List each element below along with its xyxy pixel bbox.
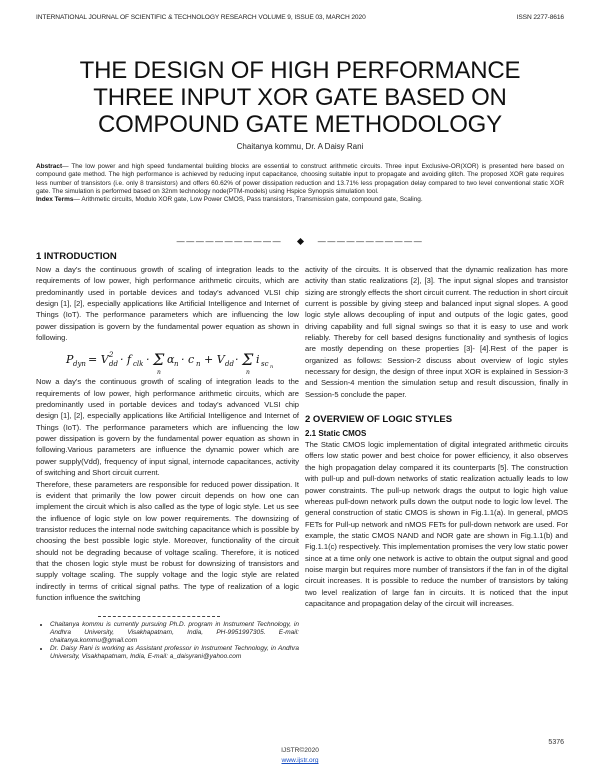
right-column bbox=[305, 264, 568, 609]
equation-graphic bbox=[36, 343, 299, 376]
index-terms-text: Arithmetic circuits, Modulo XOR gate, Low Power CMOS, Pass transistors, Transmission gate, compound gate, Scaling. bbox=[81, 196, 423, 204]
svg-text:α: α bbox=[167, 353, 175, 367]
abstract-dash: — bbox=[62, 163, 72, 170]
abstract-block bbox=[36, 163, 564, 205]
svg-text:= V: = V bbox=[88, 353, 109, 367]
svg-text:P: P bbox=[66, 353, 74, 367]
index-terms: Index Terms— Arithmetic circuits, Modulo XOR gate, Low Power CMOS, Pass transistors, Transmission gate, compound gate, Scaling. bbox=[36, 196, 423, 204]
svg-text:·: · bbox=[235, 353, 239, 367]
svg-text:Σ: Σ bbox=[153, 350, 165, 370]
svg-text:· f: · f bbox=[120, 353, 132, 367]
static-cmos-paragraph: The Static CMOS logic implementation of digital integrated arithmetic circuits offers low static power and best choice for power efficiency, it also observes the high propagation delay compared it its counterparts [5]. The construction with pull-up and pull-down networks of static realization actually leads to low power constraints. The pull-up network drags the output to logic high value whereas pull-down network pulls down the output node to logic low level. The general construction of static CMOS is shown in Fig.1.1(a). In general, pMOS FETs for Pull-up network and nMOS FETs for pull-down network are used. For example, the static CMOS NAND and NOR gate are shown in Fig.1.1(b) and Fig.1.1(c) respectively. This implementation promises the very low static power since at a time only one network is active to obtain the output signal and good noise margin but requires more number of transistors if the fan in of the digital circuit increases. It is possible to reduce the number of transistors by taking two level realization of large fan in circuits. It is noticed that the input capacitance and propagation delay of the circuit will increases. bbox=[305, 440, 568, 608]
subsection-heading-static-cmos: 2.1 Static CMOS bbox=[305, 429, 367, 439]
svg-text:· c: · c bbox=[181, 353, 195, 367]
title-line: THE DESIGN OF HIGH PERFORMANCE bbox=[79, 57, 521, 84]
page-number: 5376 bbox=[548, 739, 564, 746]
intro-paragraph-2: Now a day's the continuous growth of scaling of integration leads to the requirements of low power, high performance arithmetic circuits, which are predominantly used in portable devices and today's advanced VLSI chip design [1], [2], especially applications like Artificial Intelligence and Internet of Things (IoT). The performance parameters which are influencing the low power dissipation is govern by the fundamental power equation as shown in following.Various parameters are influence the dynamic power which are power supply(Vdd), frequency of input signal, internode capacitances, activity of switching and Short circuit current. bbox=[36, 377, 299, 478]
abstract-label: Abstract bbox=[36, 163, 63, 170]
footnote-item: • Dr. Daisy Rani is working as Assistant professor in Instrument Technology, in Andhra University, Visakhapatnam, India, E-mail: a_daisyrani@yahoo.com bbox=[50, 645, 299, 661]
left-column bbox=[36, 251, 299, 661]
svg-text:sc: sc bbox=[261, 360, 269, 369]
index-terms-label: Index Terms bbox=[36, 196, 74, 204]
svg-text:i: i bbox=[256, 353, 260, 367]
svg-text:n: n bbox=[157, 369, 161, 377]
svg-text:clk: clk bbox=[133, 360, 144, 369]
title-line: COMPOUND GATE METHODOLOGY bbox=[98, 111, 502, 138]
footer-link-container bbox=[0, 757, 600, 764]
svg-text:+ V: + V bbox=[204, 353, 225, 367]
svg-text:dyn: dyn bbox=[73, 360, 86, 369]
author-footnotes bbox=[36, 621, 299, 661]
intro-paragraph-1: Now a day's the continuous growth of scaling of integration leads to the requirements of low power, high performance arithmetic circuits, which are predominantly used in portable devices and today's advanced VLSI chip design [1], [2], especially applications like Artificial Intelligence and Internet of Things (IoT). The performance parameters which are influencing the low power dissipation is govern by the fundamental power equation as shown in following. bbox=[36, 265, 299, 343]
svg-text:2: 2 bbox=[109, 351, 114, 360]
svg-text:dd: dd bbox=[225, 360, 234, 369]
intro-paragraph-continued: activity of the circuits. It is observed that the dynamic realization has more activity than static realizations [2], [3]. The input signal slopes and transistor sizing are strongly effects the short circuit current. The reduction in short circuit current is possible by giving steep and balanced input signal slopes. A good logic style allows decoupling of input and outputs of the logic gates, good driving capability and full signal swings so that it is easy to use and work reliably. Thereby for cell based designs functionality and synthesis of logics are mostly depending on these properties [3]- [4].Rest of the paper is organized as follows: Session-2 discuss about overview of logic styles necessary for design, the design of three input XOR is explained in Session-3 and Session-4 mention the simulation setup and result discussion, finally in Session-5 conclude the paper. bbox=[305, 265, 568, 399]
intro-paragraph-3: Therefore, these parameters are responsible for reduced power dissipation. It is evident that primarily the low power circuit depends on how one can implement the circuit which is also called as the type of logic style. Let us see the influence of logic style on low power requirements. The downsizing of transistor reduces the internal node switching capacitance which is possible by choosing the best possible logic style. Moreover, functionality of the circuit should not be degrading because of voltage scaling. Therefore, it is noticed that the chosen logic style must be robust for downsizing of transistors and supply voltage scaling. The supply voltage and the logic style are related indirectly in terms of critical signal paths. The type of realization of a logic function influence the switching bbox=[36, 479, 299, 602]
journal-website-link[interactable]: www.ijstr.org bbox=[281, 757, 319, 764]
svg-text:·: · bbox=[146, 353, 150, 367]
journal-header: INTERNATIONAL JOURNAL OF SCIENTIFIC & TECHNOLOGY RESEARCH VOLUME 9, ISSUE 03, MARCH 2020 bbox=[36, 14, 366, 21]
section-heading-logic-styles: 2 OVERVIEW OF LOGIC STYLES bbox=[305, 414, 453, 426]
running-head bbox=[36, 14, 564, 26]
svg-text:n: n bbox=[246, 369, 250, 377]
section-heading-introduction: 1 INTRODUCTION bbox=[36, 251, 117, 262]
footnote-item: • Chaitanya kommu is currently pursuing Ph.D. program in Instrument Technology, in Andhra University, Visakhapatnam, India, PH-9951997305. E-mail: chaitanya.kommu@gmail.com bbox=[50, 621, 299, 645]
section-separator bbox=[0, 237, 600, 246]
power-equation bbox=[36, 343, 299, 376]
diamond-icon bbox=[296, 238, 303, 245]
authors: Chaitanya kommu, Dr. A Daisy Rani bbox=[236, 142, 364, 151]
separator-dashes-left: ——————————— bbox=[176, 237, 283, 246]
separator-dashes-right: ——————————— bbox=[317, 237, 424, 246]
svg-text:n: n bbox=[196, 360, 201, 369]
svg-text:n: n bbox=[174, 360, 179, 369]
issn: ISSN 2277-8616 bbox=[516, 14, 564, 21]
svg-text:dd: dd bbox=[109, 360, 118, 369]
footer-copyright: IJSTR©2020 bbox=[281, 747, 319, 754]
svg-text:Σ: Σ bbox=[242, 350, 254, 370]
title-line: THREE INPUT XOR GATE BASED ON bbox=[93, 84, 507, 111]
paper-title bbox=[0, 57, 600, 138]
svg-text:n: n bbox=[270, 364, 274, 371]
footnote-rule bbox=[98, 616, 220, 617]
abstract bbox=[36, 163, 564, 196]
abstract-text: The low power and high speed fundamental building blocks are essential to construct arithmetic circuits. Three input Exclusive-OR(XOR) is presented here based on compound gate method. The high performance is achieved by reducing input capacitance, choosing suitable input to propagate and avoiding glitch. The proposed XOR gate requires less number of transistors (i.e. only 8 transistors) and offers 60.62% of power dissipation reduction and 13.71% less propagation delay compared to two level conventional static XOR gate. The simulation is performed based on 32nm technology node(PTM-models) using Hspice Synopsis simulation tool. bbox=[36, 163, 564, 196]
